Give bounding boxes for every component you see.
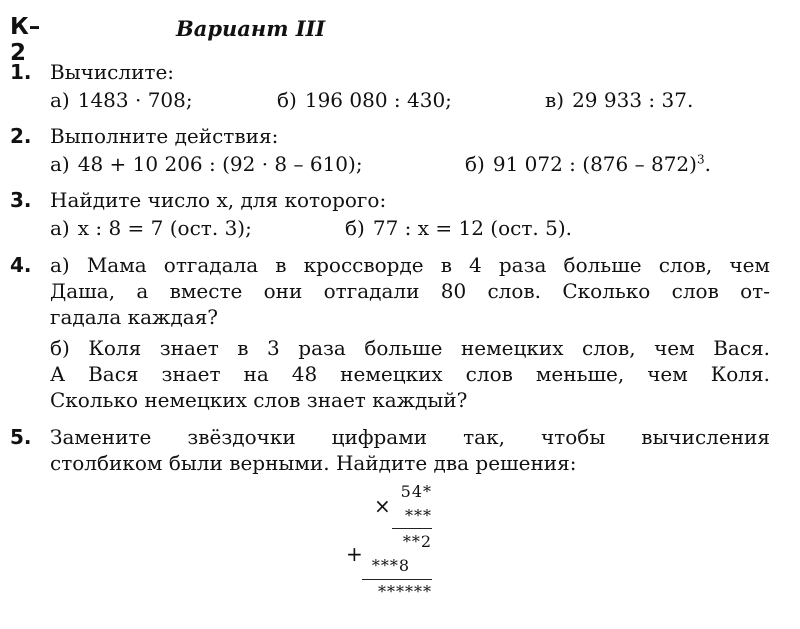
item-label: в) — [545, 88, 565, 112]
task-2-title: Выполните действия: — [50, 124, 279, 148]
scheme-rule-1 — [392, 528, 432, 529]
scheme-result: ****** — [378, 582, 432, 601]
task-5-line-2: столбиком были верными. Найдите два решения: — [50, 451, 577, 475]
scheme-multiplier: *** — [405, 506, 432, 525]
task-5-number: 5. — [10, 425, 32, 449]
task-4-line-1: а) Мама отгадала в кроссворде в 4 раза больше слов, чем — [50, 253, 770, 277]
multiply-sign: × — [374, 494, 391, 518]
task-3-item-b — [345, 216, 572, 240]
task-2-item-a — [50, 152, 363, 176]
task-4-line-5: А Вася знает на 48 немецких слов меньше, чем Коля. — [50, 362, 770, 386]
task-4-line-4: б) Коля знает в 3 раза больше немецких слов, чем Вася. — [50, 336, 770, 360]
item-expression: 77 : x = 12 (ост. 5). — [372, 216, 573, 240]
multiplication-scheme — [340, 478, 450, 618]
item-tail: . — [704, 152, 711, 176]
item-label: а) — [50, 216, 70, 240]
task-3-title: Найдите число x, для которого: — [50, 188, 387, 212]
item-label: б) — [277, 88, 297, 112]
item-expression: 196 080 : 430; — [304, 88, 452, 112]
item-expression: 1483 · 708; — [77, 88, 193, 112]
task-1-number: 1. — [10, 60, 32, 84]
test-code: К–2 — [10, 14, 41, 66]
item-label: а) — [50, 88, 70, 112]
task-4-line-6: Сколько немецких слов знает каждый? — [50, 388, 468, 412]
task-3-number: 3. — [10, 188, 32, 212]
item-expression: x : 8 = 7 (ост. 3); — [77, 216, 252, 240]
item-expression: 91 072 : (876 – 872) — [492, 152, 697, 176]
item-exponent: 3 — [696, 152, 705, 167]
task-4-number: 4. — [10, 253, 32, 277]
scheme-rule-2 — [362, 579, 432, 580]
item-label: б) — [465, 152, 485, 176]
item-expression: 48 + 10 206 : (92 · 8 – 610); — [77, 152, 363, 176]
item-label: б) — [345, 216, 365, 240]
plus-sign: + — [346, 542, 363, 566]
task-1-title: Вычислите: — [50, 60, 175, 84]
task-5-line-1: Замените звёздочки цифрами так, чтобы вычисления — [50, 425, 770, 449]
variant-title: Вариант III — [176, 16, 326, 41]
item-expression: 29 933 : 37. — [572, 88, 694, 112]
scheme-partial-2: ***8 — [371, 556, 410, 575]
task-4-line-3: гадала каждая? — [50, 305, 219, 329]
task-3-item-a — [50, 216, 252, 240]
task-1-item-a — [50, 88, 193, 112]
task-2-number: 2. — [10, 124, 32, 148]
task-4-line-2: Даша, а вместе они отгадали 80 слов. Сколько слов от- — [50, 279, 770, 303]
item-label: а) — [50, 152, 70, 176]
scheme-multiplicand: 54* — [400, 482, 432, 501]
scheme-partial-1: **2 — [402, 532, 432, 551]
task-1-item-b — [277, 88, 452, 112]
task-1-item-c — [545, 88, 693, 112]
task-2-item-b — [465, 152, 711, 176]
